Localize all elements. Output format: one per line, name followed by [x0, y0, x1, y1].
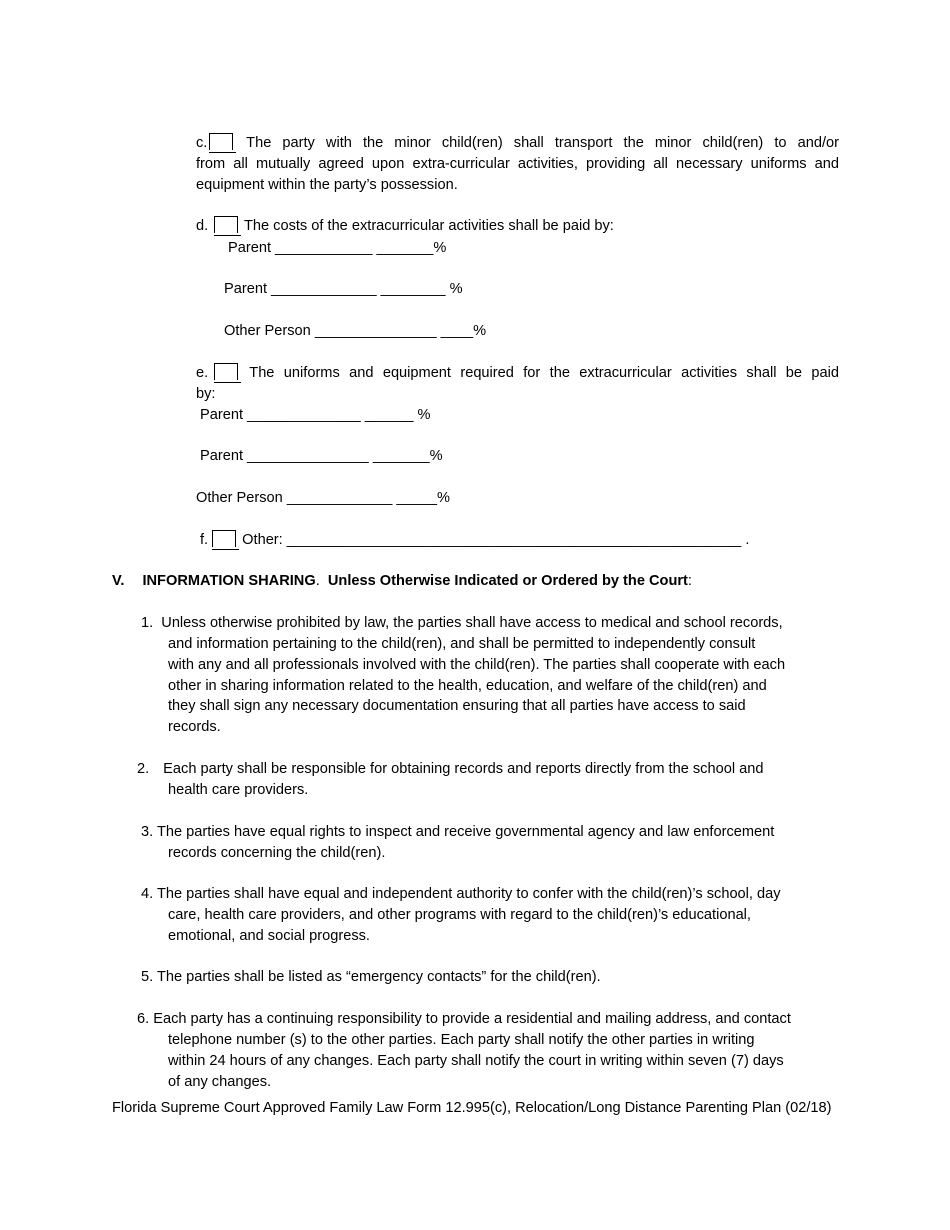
section-v-title: INFORMATION SHARING — [142, 573, 316, 589]
item-e-line-1 — [196, 363, 839, 383]
info-item-4-text-1: The parties shall have equal and independent authority to confer with the child(ren)’s school, day — [156, 886, 781, 902]
info-item-1-line-2: and information pertaining to the child(ren), and shall be permitted to independently consult — [168, 636, 756, 652]
item-d-parent-2[interactable]: Parent _____________ ________ % — [224, 281, 463, 297]
info-item-6-line-4: of any changes. — [168, 1074, 272, 1090]
item-e-letter: e. — [196, 365, 209, 381]
item-f-letter: f. — [200, 532, 209, 548]
info-item-1-line-1 — [141, 613, 783, 633]
info-item-3-number: 3. — [141, 824, 154, 840]
item-d-other-person[interactable]: Other Person _______________ ____% — [224, 323, 487, 339]
item-d-line — [196, 216, 614, 236]
item-d-text: The costs of the extracurricular activities shall be paid by: — [243, 218, 614, 234]
item-f-other-field[interactable]: Other: ________________________________________________________ . — [242, 532, 750, 548]
item-f-checkbox[interactable] — [212, 530, 236, 547]
info-item-5-number: 5. — [141, 969, 154, 985]
section-v-heading: V. INFORMATION SHARING. Unless Otherwise Indicated or Ordered by the Court: — [112, 573, 692, 589]
info-item-6-line-1 — [137, 1009, 791, 1029]
info-item-6-text-1: Each party has a continuing responsibility to provide a residential and mailing address, and contact — [153, 1011, 791, 1027]
info-item-6-number: 6. — [137, 1011, 150, 1027]
item-c-letter: c. — [196, 135, 208, 151]
page-footer: Florida Supreme Court Approved Family Law Form 12.995(c), Relocation/Long Distance Parenting Plan (02/18) — [112, 1100, 832, 1116]
info-item-2-line-2: health care providers. — [168, 782, 309, 798]
item-e-checkbox[interactable] — [214, 363, 238, 380]
section-v-colon: : — [687, 573, 692, 589]
info-item-5-line-1 — [141, 967, 601, 987]
item-d-checkbox[interactable] — [214, 216, 238, 233]
item-f-line — [200, 530, 749, 550]
info-item-6-line-3: within 24 hours of any changes. Each party shall notify the court in writing within seven (7) days — [168, 1053, 784, 1069]
item-e-text: The uniforms and equipment required for the extracurricular activities shall be paid — [249, 365, 839, 381]
item-e-parent-1[interactable]: Parent ______________ ______ % — [200, 407, 431, 423]
info-item-1-text-1: Unless otherwise prohibited by law, the parties shall have access to medical and school records, — [161, 615, 783, 631]
section-v-numeral: V. — [112, 573, 125, 589]
info-item-3-line-2: records concerning the child(ren). — [168, 845, 386, 861]
item-e-line-2: by: — [196, 386, 216, 402]
info-item-2-line-1 — [137, 759, 763, 779]
info-item-2-text-1: Each party shall be responsible for obtaining records and reports directly from the school and — [163, 761, 764, 777]
info-item-5-text-1: The parties shall be listed as “emergency contacts” for the child(ren). — [156, 969, 601, 985]
item-d-letter: d. — [196, 218, 209, 234]
info-item-1-number: 1. — [141, 615, 154, 631]
item-c-line-1 — [196, 133, 839, 153]
item-e-parent-2[interactable]: Parent _______________ _______% — [200, 448, 443, 464]
item-e-other-person[interactable]: Other Person _____________ _____% — [196, 490, 450, 506]
info-item-1-line-5: they shall sign any necessary documentation ensuring that all parties have access to said — [168, 698, 746, 714]
info-item-4-line-2: care, health care providers, and other programs with regard to the child(ren)’s educational, — [168, 907, 751, 923]
info-item-1-line-6: records. — [168, 719, 221, 735]
info-item-4-line-1 — [141, 884, 781, 904]
info-item-3-line-1 — [141, 822, 774, 842]
info-item-1-line-3: with any and all professionals involved with the child(ren). The parties shall cooperate with each — [168, 657, 786, 673]
info-item-4-line-3: emotional, and social progress. — [168, 928, 370, 944]
info-item-4-number: 4. — [141, 886, 154, 902]
info-item-1-line-4: other in sharing information related to the health, education, and welfare of the child(ren) and — [168, 678, 767, 694]
info-item-2-number: 2. — [137, 761, 150, 777]
section-v-subtitle: Unless Otherwise Indicated or Ordered by the Court — [327, 573, 688, 589]
item-c-line-2: from all mutually agreed upon extra-curricular activities, providing all necessary uniforms and — [196, 156, 839, 172]
item-d-parent-1[interactable]: Parent ____________ _______% — [228, 240, 447, 256]
item-c-checkbox[interactable] — [209, 133, 233, 150]
info-item-6-line-2: telephone number (s) to the other parties. Each party shall notify the other parties in writing — [168, 1032, 755, 1048]
item-c-text: The party with the minor child(ren) shall transport the minor child(ren) to and/or — [246, 135, 839, 151]
info-item-3-text-1: The parties have equal rights to inspect and receive governmental agency and law enforcement — [156, 824, 775, 840]
item-c-line-3: equipment within the party’s possession. — [196, 177, 458, 193]
